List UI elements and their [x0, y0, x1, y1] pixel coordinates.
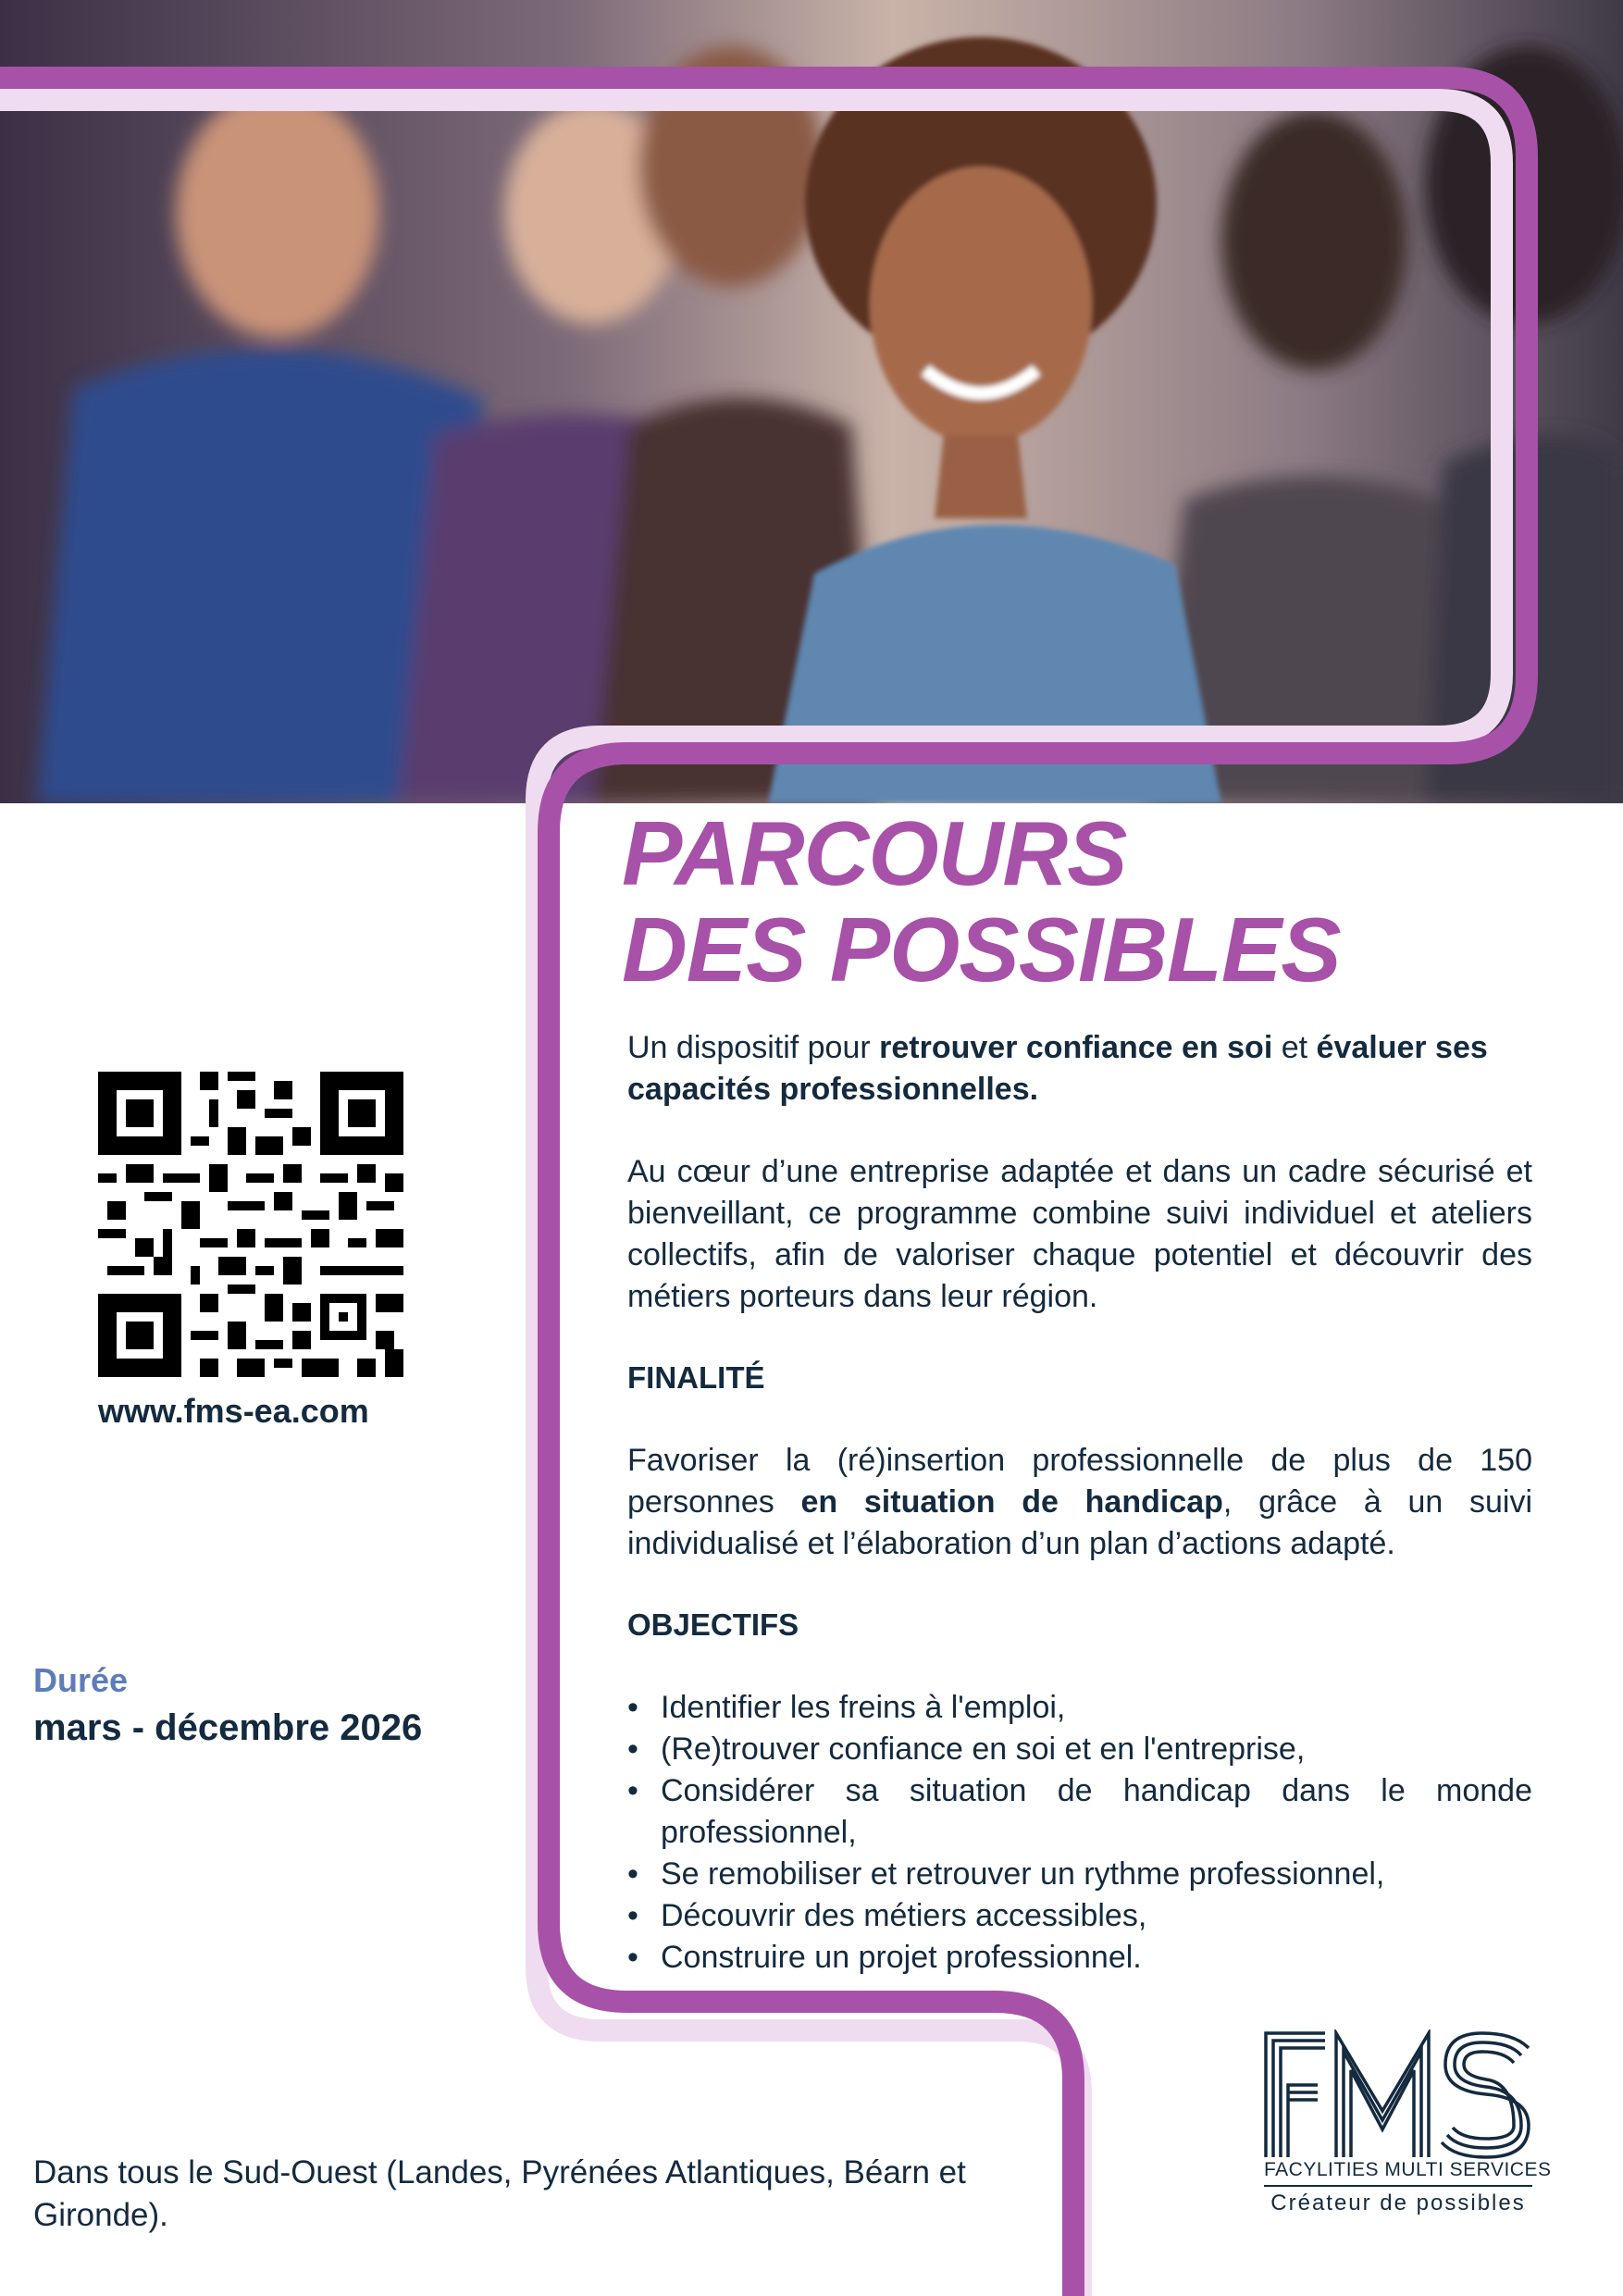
title-line-2: DES POSSIBLES — [622, 899, 1341, 1000]
qr-code-icon[interactable] — [98, 1072, 403, 1377]
fms-logo-mark — [1264, 2029, 1532, 2159]
list-item: • Se remobiliser et retrouver un rythme professionnel, — [627, 1854, 1532, 1895]
list-item: • Identifier les freins à l'emploi, — [627, 1687, 1532, 1729]
finalite-text-2: , grâce à un suivi individualisé et l’élaboration d’un plan d’actions adapté. — [627, 1484, 1532, 1561]
website-url[interactable]: www.fms-ea.com — [98, 1392, 369, 1430]
list-item: • (Re)trouver confiance en soi et en l'entreprise, — [627, 1729, 1532, 1770]
logo-tagline: Créateur de possibles — [1270, 2191, 1526, 2215]
intro-paragraph — [627, 1027, 1532, 1111]
intro-strong-2: évaluer ses capacités professionnelles. — [627, 1030, 1488, 1107]
finalite-paragraph — [627, 1440, 1532, 1565]
finalite-text-1: Favoriser la (ré)insertion professionnelle de plus de 150 personnes — [627, 1443, 1532, 1520]
objectifs-heading: OBJECTIFS — [627, 1607, 799, 1642]
list-item: • Découvrir des métiers accessibles, — [627, 1895, 1532, 1937]
fms-logo — [1264, 2029, 1552, 2216]
title-line-1: PARCOURS — [622, 802, 1127, 904]
region-text: Dans tous le Sud-Ouest (Landes, Pyrénées Atlantiques, Béarn et Gironde). — [33, 2154, 966, 2233]
list-item: • Construire un projet professionnel. — [627, 1937, 1532, 1979]
header-photo — [0, 0, 1623, 803]
intro-strong-1: retrouver confiance en soi — [879, 1030, 1273, 1065]
group-photo — [0, 0, 1623, 803]
duration-value: mars - décembre 2026 — [33, 1707, 423, 1748]
main-content — [627, 1027, 1532, 1979]
logo-divider — [1264, 2185, 1532, 2187]
objectifs-list — [627, 1687, 1532, 1979]
intro-text-1: Un dispositif pour — [627, 1030, 880, 1065]
duration-label: Durée — [33, 1661, 129, 1699]
page-title — [622, 802, 1341, 1000]
list-item: • Considérer sa situation de handicap dans le monde professionnel, — [627, 1770, 1532, 1854]
finalite-strong: en situation de handicap — [800, 1484, 1223, 1520]
logo-company-name: FACYLITIES MULTI SERVICES — [1264, 2159, 1552, 2180]
finalite-heading: FINALITÉ — [627, 1360, 765, 1395]
intro-text-2: et — [1272, 1030, 1317, 1065]
description-paragraph: Au cœur d’une entreprise adaptée et dans un cadre sécurisé et bienveillant, ce programme combine suivi individuel et ateliers collectifs, afin de valoriser chaque potentiel et découvrir des métiers porteurs dans leur région. — [627, 1154, 1532, 1314]
